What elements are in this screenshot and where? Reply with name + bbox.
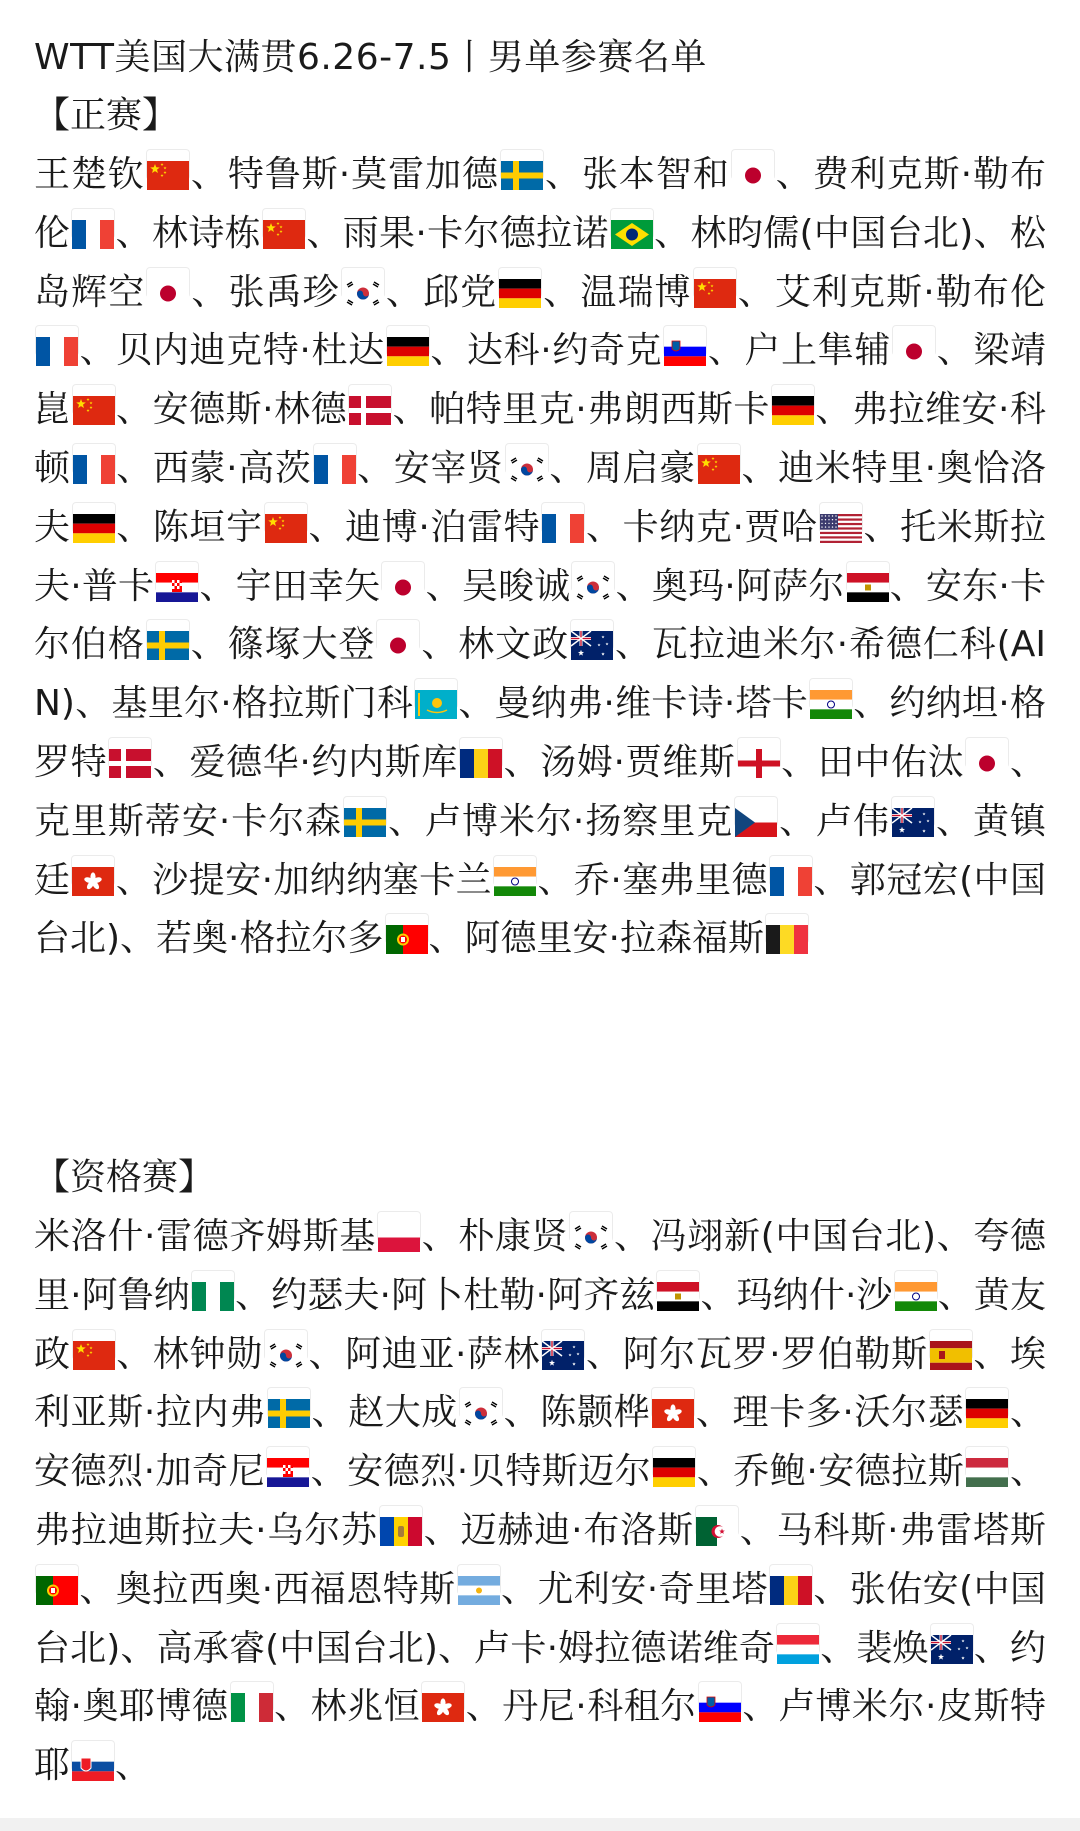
- qualifying-player-name: 、冯翊新(中国台北): [613, 1216, 936, 1257]
- india-flag-icon: [895, 1271, 937, 1300]
- main-draw-player-name: 、西蒙·高茨: [115, 447, 312, 489]
- main-draw-entry: [308, 507, 586, 548]
- australia-flag-icon: [892, 797, 934, 826]
- main-draw-player-name: 、帕特里克·弗朗西斯卡: [392, 389, 770, 431]
- moldova-flag-icon: [380, 1506, 422, 1535]
- main-draw-entry: [549, 448, 741, 489]
- main-draw-entry: [75, 683, 458, 724]
- germany-flag-icon: [387, 326, 429, 355]
- china-flag-icon: [265, 503, 307, 532]
- main-draw-entry: [392, 389, 815, 430]
- china-flag-icon: [694, 268, 736, 297]
- qualifying-entry: [465, 1686, 742, 1727]
- qualifying-entry: [310, 1451, 696, 1492]
- main-draw-player-name: 、梁靖崑: [34, 330, 1046, 431]
- main-draw-player-name: 、阿德里安·拉森福斯: [428, 918, 764, 960]
- main-draw-player-name: 、张本智和: [544, 154, 730, 195]
- main-draw-entry: [190, 624, 421, 665]
- qualifying-player-name: 、高承睿(中国台北): [120, 1627, 438, 1669]
- hong-kong-flag-icon: [422, 1682, 464, 1711]
- main-draw-entry: [537, 860, 813, 901]
- france-flag-icon: [314, 444, 356, 473]
- main-draw-entry: [430, 330, 708, 371]
- denmark-flag-icon: [109, 738, 151, 767]
- france-flag-icon: [36, 326, 78, 355]
- china-flag-icon: [147, 150, 189, 179]
- main-draw-player-name: 、贝内迪克特·杜达: [79, 330, 385, 372]
- nigeria-flag-icon: [192, 1271, 234, 1300]
- main-draw-player-name: 、安德斯·林德: [115, 389, 348, 431]
- main-draw-entry: [544, 154, 775, 195]
- qualifying-entry: [613, 1216, 936, 1257]
- qualifying-heading: 【资格赛】: [34, 1157, 215, 1198]
- germany-flag-icon: [966, 1388, 1008, 1417]
- main-draw-player-name: 、特鲁斯·莫雷加德: [189, 154, 500, 195]
- main-draw-entry: [420, 624, 614, 665]
- kazakhstan-flag-icon: [415, 679, 457, 708]
- qualifying-player-name: 、黄友政: [34, 1274, 1046, 1375]
- korea-flag-icon: [460, 1388, 502, 1417]
- main-draw-player-name: 、林诗栋: [115, 212, 262, 254]
- japan-flag-icon: [732, 150, 774, 179]
- egypt-flag-icon: [657, 1271, 699, 1300]
- main-draw-entry: [306, 213, 654, 254]
- algeria-flag-icon: [696, 1506, 738, 1535]
- brazil-flag-icon: [611, 209, 653, 238]
- japan-flag-icon: [382, 562, 424, 591]
- top-edge: [0, 0, 1080, 10]
- korea-flag-icon: [342, 268, 384, 297]
- sweden-flag-icon: [268, 1388, 310, 1417]
- main-draw-entry: [542, 272, 736, 313]
- main-draw-player-name: 、乔·塞弗里德: [537, 859, 768, 901]
- romania-flag-icon: [770, 1565, 812, 1594]
- main-draw-entry: [503, 742, 781, 783]
- france-flag-icon: [73, 444, 115, 473]
- korea-flag-icon: [570, 1212, 612, 1241]
- main-draw-player-name: 、瓦拉迪米尔·希德仁科(AIN): [34, 624, 1046, 725]
- china-flag-icon: [73, 1330, 115, 1359]
- main-draw-entry: [116, 389, 393, 430]
- main-draw-player-name: 、约纳坦·格罗特: [34, 683, 1046, 783]
- main-draw-player-name: 、托米斯拉夫·普卡: [34, 506, 1046, 607]
- main-draw-player-name: 、若奥·格拉尔多: [120, 918, 384, 960]
- qualifying-player-name: 、夸德里·阿鲁纳: [34, 1216, 1046, 1316]
- sweden-flag-icon: [344, 797, 386, 826]
- main-draw-entry: [707, 330, 936, 371]
- qualifying-player-name: 、尤利安·奇里塔: [500, 1568, 768, 1610]
- romania-flag-icon: [460, 738, 502, 767]
- qualifying-entry: [423, 1510, 739, 1551]
- germany-flag-icon: [499, 268, 541, 297]
- main-draw-entry: [152, 742, 503, 783]
- qualifying-entry: [700, 1275, 937, 1316]
- main-draw-entry: [199, 566, 425, 607]
- qualifying-entry: [503, 1392, 695, 1433]
- qualifying-entry: [120, 1628, 438, 1669]
- main-draw-player-name: 、达科·约奇克: [429, 330, 663, 372]
- france-flag-icon: [770, 856, 812, 885]
- germany-flag-icon: [772, 385, 814, 414]
- main-draw-entry: [429, 918, 809, 959]
- qualifying-player-name: 、约翰·奥耶博德: [34, 1627, 1046, 1728]
- qualifying-entry: [116, 1334, 308, 1375]
- main-draw-entry: [190, 154, 544, 195]
- main-draw-player-name: 、卢博米尔·扬察里克: [387, 800, 734, 842]
- qualifying-entry: [585, 1334, 972, 1375]
- croatia-flag-icon: [267, 1447, 309, 1476]
- spain-flag-icon: [930, 1330, 972, 1359]
- argentina-flag-icon: [458, 1565, 500, 1594]
- main-draw-player-name: 、宇田幸矢: [199, 565, 381, 607]
- main-draw-entry: [120, 918, 428, 959]
- main-draw-player-name: 、吴晙诚: [425, 565, 571, 607]
- qualifying-entry: [274, 1686, 466, 1727]
- main-draw-player-name: 、周启豪: [548, 447, 696, 489]
- egypt-flag-icon: [847, 562, 889, 591]
- qualifying-player-name: 、安德烈·贝特斯迈尔: [310, 1451, 652, 1493]
- australia-flag-icon: [571, 620, 613, 649]
- main-draw-player-name: 、曼纳弗·维卡诗·塔卡: [458, 683, 809, 725]
- main-draw-player-name: 、邱党: [384, 271, 498, 313]
- croatia-flag-icon: [156, 562, 198, 591]
- korea-flag-icon: [506, 444, 548, 473]
- main-draw-player-name: 、克里斯蒂安·卡尔森: [34, 741, 1046, 842]
- slovenia-flag-icon: [699, 1682, 741, 1711]
- japan-flag-icon: [147, 268, 189, 297]
- qualifying-player-name: 、丹尼·科租尔: [465, 1686, 697, 1728]
- main-draw-entry: [115, 213, 306, 254]
- main-draw-list: [34, 146, 1046, 969]
- main-draw-player-name: 、迪博·泊雷特: [307, 506, 541, 548]
- main-draw-player-name: 王楚钦: [34, 154, 145, 195]
- main-draw-entry: [116, 507, 308, 548]
- qualifying-player-name: 、奥拉西奥·西福恩特斯: [79, 1568, 456, 1610]
- qualifying-player-name: 、乔鲍·安德拉斯: [696, 1451, 965, 1493]
- qualifying-entry: [115, 1745, 151, 1786]
- main-draw-player-name: 、沙提安·加纳纳塞卡兰: [115, 859, 493, 901]
- korea-flag-icon: [572, 562, 614, 591]
- main-draw-entry: [425, 566, 615, 607]
- qualifying-entry: [696, 1451, 1009, 1492]
- france-flag-icon: [72, 209, 114, 238]
- japan-flag-icon: [377, 620, 419, 649]
- bottom-divider: [0, 1818, 1080, 1831]
- korea-flag-icon: [265, 1330, 307, 1359]
- qualifying-player-name: 、张佑安(中国台北): [34, 1568, 1046, 1669]
- main-draw-player-name: 、奥玛·阿萨尔: [615, 565, 845, 607]
- qualifying-player-name: 米洛什·雷德齐姆斯基: [34, 1216, 377, 1257]
- main-draw-player-name: 、田中佑汰: [780, 741, 965, 783]
- main-draw-player-name: 、温瑞博: [542, 271, 692, 313]
- main-draw-player-name: 、迪米特里·奥恰洛夫: [34, 447, 1046, 548]
- main-draw-player-name: 、林文政: [420, 624, 570, 666]
- qualifying-player-name: 、裴焕: [820, 1627, 929, 1669]
- main-draw-player-name: 、黄镇廷: [34, 800, 1046, 901]
- hong-kong-flag-icon: [72, 856, 114, 885]
- portugal-flag-icon: [36, 1565, 78, 1594]
- usa-flag-icon: [820, 503, 862, 532]
- qualifying-player-name: 、迈赫迪·布洛斯: [422, 1509, 694, 1551]
- qualifying-player-name: 、林兆恒: [273, 1686, 421, 1728]
- qualifying-entry: [34, 1216, 421, 1257]
- qualifying-player-name: 、埃利亚斯·拉内弗: [34, 1333, 1046, 1434]
- poland-flag-icon: [378, 1212, 420, 1241]
- main-draw-player-name: 、林昀儒(中国台北): [653, 212, 974, 254]
- qualifying-player-name: 、玛纳什·沙: [700, 1274, 893, 1316]
- qualifying-player-name: 、约瑟夫·阿卜杜勒·阿齐兹: [235, 1274, 656, 1316]
- denmark-flag-icon: [349, 385, 391, 414]
- france-flag-icon: [542, 503, 584, 532]
- main-draw-player-name: 、卡纳克·贾哈: [585, 506, 818, 548]
- qualifying-player-name: 、卢博米尔·皮斯特耶: [34, 1686, 1046, 1787]
- main-draw-player-name: 、篠塚大登: [189, 624, 376, 666]
- main-draw-player-name: 、安宰贤: [356, 447, 504, 489]
- main-draw-entry: [116, 448, 357, 489]
- qualifying-entry: [308, 1334, 586, 1375]
- main-draw-entry: [615, 566, 889, 607]
- india-flag-icon: [494, 856, 536, 885]
- main-draw-entry: [778, 801, 935, 842]
- china-flag-icon: [73, 385, 115, 414]
- main-draw-entry: [357, 448, 549, 489]
- main-draw-entry: [458, 683, 853, 724]
- main-draw-player-name: 、安东·卡尔伯格: [34, 565, 1046, 666]
- main-draw-player-name: 、艾利克斯·勒布伦: [736, 271, 1046, 313]
- main-draw-player-name: 、费利克斯·勒布伦: [34, 154, 1046, 254]
- qualifying-player-name: 、: [115, 1745, 152, 1787]
- germany-flag-icon: [73, 503, 115, 532]
- main-draw-player-name: 、张禹珍: [190, 271, 340, 313]
- qualifying-player-name: 、赵大成: [310, 1392, 459, 1434]
- qualifying-player-name: 、陈颢桦: [503, 1392, 651, 1434]
- hungary-flag-icon: [966, 1447, 1008, 1476]
- hong-kong-flag-icon: [652, 1388, 694, 1417]
- main-draw-entry: [34, 154, 190, 195]
- qualifying-player-name: 、林钟勋: [115, 1333, 263, 1375]
- portugal-flag-icon: [386, 914, 428, 943]
- main-draw-entry: [781, 742, 1010, 783]
- main-draw-player-name: 、松岛辉空: [34, 212, 1046, 313]
- main-draw-entry: [385, 272, 542, 313]
- czechia-flag-icon: [735, 797, 777, 826]
- australia-flag-icon: [931, 1624, 973, 1653]
- qualifying-player-name: 、弗拉迪斯拉夫·乌尔苏: [34, 1451, 1046, 1551]
- main-draw-player-name: 、雨果·卡尔德拉诺: [306, 212, 609, 254]
- qualifying-player-name: 、卢卡·姆拉德诺维奇: [437, 1627, 776, 1669]
- main-draw-player-name: 、陈垣宇: [115, 506, 263, 548]
- australia-flag-icon: [542, 1330, 584, 1359]
- china-flag-icon: [263, 209, 305, 238]
- qualifying-entry: [421, 1216, 613, 1257]
- japan-flag-icon: [966, 738, 1008, 767]
- qualifying-entry: [235, 1275, 700, 1316]
- main-draw-entry: [654, 213, 973, 254]
- qualifying-player-name: 、理卡多·沃尔瑟: [695, 1392, 965, 1434]
- main-draw-player-name: 、汤姆·贾维斯: [503, 741, 736, 783]
- main-draw-player-name: 、卢伟: [778, 800, 891, 842]
- slovakia-flag-icon: [72, 1741, 114, 1770]
- qualifying-list: [34, 1208, 1046, 1796]
- sweden-flag-icon: [147, 620, 189, 649]
- main-draw-entry: [79, 330, 430, 371]
- main-draw-entry: [585, 507, 863, 548]
- main-draw-entry: [190, 272, 384, 313]
- main-draw-entry: [387, 801, 778, 842]
- main-draw-player-name: 、爱德华·约内斯库: [152, 741, 459, 783]
- qualifying-player-name: 、马科斯·弗雷塔斯: [738, 1509, 1046, 1551]
- qualifying-entry: [311, 1392, 503, 1433]
- qualifying-player-name: 、安德烈·加奇尼: [34, 1392, 1046, 1493]
- main-draw-player-name: 、郭冠宏(中国台北): [34, 859, 1046, 960]
- main-draw-heading: 【正赛】: [34, 95, 179, 136]
- qualifying-player-name: 、阿迪亚·萨林: [307, 1333, 541, 1375]
- england-flag-icon: [738, 738, 780, 767]
- india-flag-icon: [810, 679, 852, 708]
- qualifying-entry: [501, 1569, 813, 1610]
- luxembourg-flag-icon: [777, 1624, 819, 1653]
- germany-flag-icon: [653, 1447, 695, 1476]
- japan-flag-icon: [893, 326, 935, 355]
- main-draw-player-name: 、户上隼辅: [707, 330, 892, 372]
- slovenia-flag-icon: [664, 326, 706, 355]
- main-draw-player-name: 、弗拉维安·科顿: [34, 389, 1046, 489]
- qualifying-entry: [695, 1392, 1009, 1433]
- qualifying-player-name: 、朴康贤: [421, 1216, 569, 1257]
- italy-flag-icon: [231, 1682, 273, 1711]
- main-draw-player-name: 、基里尔·格拉斯门科: [74, 683, 414, 725]
- main-draw-entry: [115, 860, 537, 901]
- china-flag-icon: [698, 444, 740, 473]
- sweden-flag-icon: [501, 150, 543, 179]
- belgium-flag-icon: [766, 914, 808, 943]
- qualifying-entry: [820, 1628, 974, 1669]
- qualifying-entry: [438, 1628, 820, 1669]
- post-title: WTT美国大满贯6.26-7.5丨男单参赛名单: [34, 37, 707, 78]
- qualifying-entry: [79, 1569, 501, 1610]
- qualifying-player-name: 、阿尔瓦罗·罗伯勒斯: [585, 1333, 928, 1375]
